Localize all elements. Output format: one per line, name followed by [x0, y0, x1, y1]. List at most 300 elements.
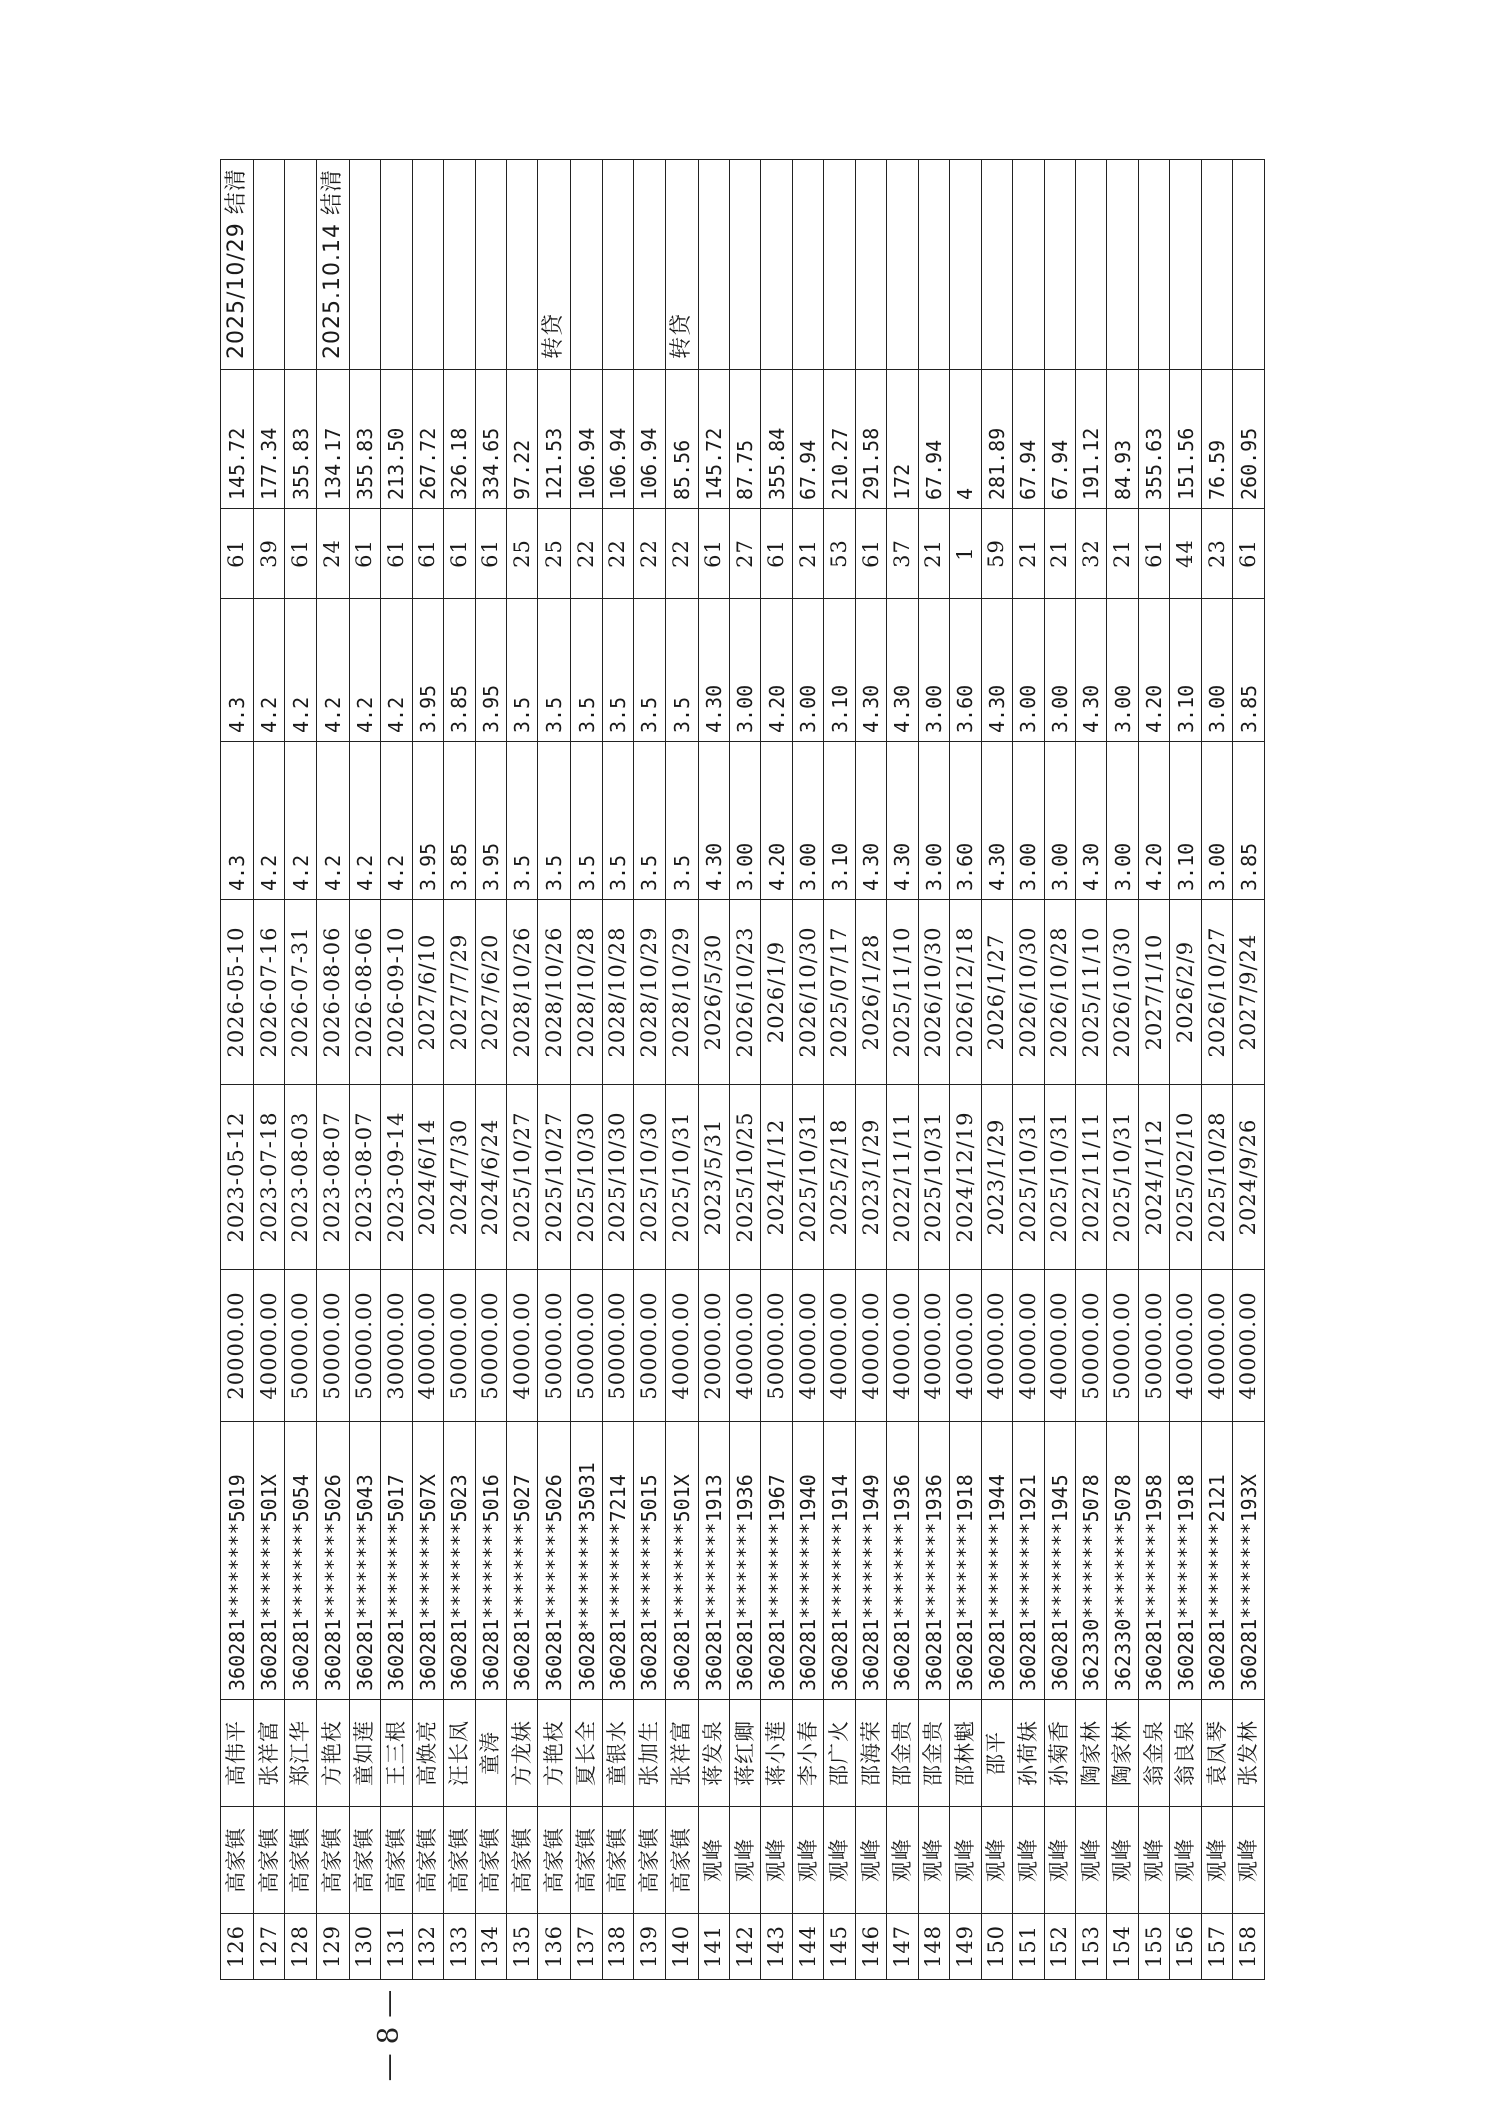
cell-end-date: 2028/10/26	[538, 900, 571, 1085]
cell-days: 21	[792, 509, 823, 599]
cell-town: 观峰	[1233, 1807, 1265, 1914]
table-row	[1013, 160, 1044, 1980]
cell-amount: 40000.00	[887, 1270, 918, 1422]
cell-town: 高家镇	[475, 1807, 506, 1914]
cell-seq: 157	[1201, 1914, 1232, 1980]
cell-seq: 132	[412, 1914, 443, 1980]
cell-end-date: 2025/11/10	[887, 900, 918, 1085]
cell-start-date: 2025/02/10	[1170, 1085, 1201, 1270]
rotated-table-container	[220, 160, 1265, 1980]
cell-name: 童银水	[602, 1700, 633, 1807]
cell-days: 61	[761, 509, 792, 599]
cell-town: 观峰	[1044, 1807, 1075, 1914]
cell-start-date: 2023-08-03	[285, 1085, 316, 1270]
table-row	[665, 160, 698, 1980]
cell-name: 邵金贵	[887, 1700, 918, 1807]
cell-amount: 40000.00	[792, 1270, 823, 1422]
cell-id: 360281********1921	[1013, 1422, 1044, 1700]
cell-remark	[349, 160, 380, 370]
cell-seq: 145	[824, 1914, 855, 1980]
cell-start-date: 2023-08-07	[316, 1085, 349, 1270]
cell-interest: 213.50	[381, 370, 412, 509]
cell-rate-b: 3.85	[1233, 599, 1265, 742]
cell-id: 360281********5026	[538, 1422, 571, 1700]
table-row	[761, 160, 792, 1980]
cell-name: 方艳枝	[316, 1700, 349, 1807]
cell-rate-a: 3.5	[506, 742, 537, 900]
cell-remark	[1201, 160, 1232, 370]
cell-amount: 50000.00	[316, 1270, 349, 1422]
table-row	[381, 160, 412, 1980]
cell-town: 观峰	[698, 1807, 729, 1914]
cell-rate-a: 3.60	[950, 742, 981, 900]
cell-remark	[285, 160, 316, 370]
cell-rate-b: 4.30	[855, 599, 886, 742]
cell-id: 360281********1936	[730, 1422, 761, 1700]
cell-amount: 50000.00	[538, 1270, 571, 1422]
cell-end-date: 2026/1/27	[981, 900, 1012, 1085]
cell-seq: 131	[381, 1914, 412, 1980]
cell-rate-b: 3.5	[634, 599, 665, 742]
cell-interest: 172	[887, 370, 918, 509]
cell-amount: 40000.00	[506, 1270, 537, 1422]
cell-days: 32	[1075, 509, 1106, 599]
table-row	[1107, 160, 1138, 1980]
cell-end-date: 2026/10/30	[1107, 900, 1138, 1085]
cell-amount: 20000.00	[698, 1270, 729, 1422]
cell-id: 360281********501X	[665, 1422, 698, 1700]
cell-interest: 85.56	[665, 370, 698, 509]
cell-rate-a: 3.5	[665, 742, 698, 900]
cell-amount: 40000.00	[981, 1270, 1012, 1422]
cell-amount: 40000.00	[950, 1270, 981, 1422]
cell-end-date: 2028/10/28	[571, 900, 602, 1085]
cell-town: 高家镇	[538, 1807, 571, 1914]
table-row	[1044, 160, 1075, 1980]
table-row	[221, 160, 254, 1980]
cell-seq: 148	[918, 1914, 949, 1980]
table-body	[221, 160, 1265, 1980]
cell-name: 郑江华	[285, 1700, 316, 1807]
cell-id: 360281********1958	[1138, 1422, 1169, 1700]
cell-rate-a: 4.20	[761, 742, 792, 900]
cell-remark	[730, 160, 761, 370]
cell-seq: 129	[316, 1914, 349, 1980]
cell-remark	[855, 160, 886, 370]
table-row	[1075, 160, 1106, 1980]
cell-remark	[981, 160, 1012, 370]
table-row	[824, 160, 855, 1980]
cell-remark	[1044, 160, 1075, 370]
cell-seq: 155	[1138, 1914, 1169, 1980]
cell-amount: 40000.00	[918, 1270, 949, 1422]
cell-days: 27	[730, 509, 761, 599]
cell-remark	[444, 160, 475, 370]
cell-days: 22	[571, 509, 602, 599]
cell-name: 蒋红卿	[730, 1700, 761, 1807]
cell-rate-b: 4.30	[981, 599, 1012, 742]
cell-rate-b: 4.2	[285, 599, 316, 742]
cell-id: 360281********5043	[349, 1422, 380, 1700]
cell-rate-a: 3.95	[475, 742, 506, 900]
cell-town: 高家镇	[506, 1807, 537, 1914]
cell-rate-a: 3.00	[1201, 742, 1232, 900]
cell-interest: 177.34	[253, 370, 284, 509]
cell-days: 37	[887, 509, 918, 599]
cell-rate-a: 4.2	[253, 742, 284, 900]
cell-interest: 355.84	[761, 370, 792, 509]
cell-rate-b: 3.00	[1107, 599, 1138, 742]
cell-days: 59	[981, 509, 1012, 599]
cell-days: 25	[506, 509, 537, 599]
cell-amount: 40000.00	[824, 1270, 855, 1422]
cell-end-date: 2026/1/9	[761, 900, 792, 1085]
cell-seq: 151	[1013, 1914, 1044, 1980]
cell-name: 袁凤琴	[1201, 1700, 1232, 1807]
cell-name: 汪长凤	[444, 1700, 475, 1807]
cell-start-date: 2023-09-14	[381, 1085, 412, 1270]
cell-interest: 87.75	[730, 370, 761, 509]
cell-start-date: 2025/10/31	[1013, 1085, 1044, 1270]
cell-remark	[634, 160, 665, 370]
cell-id: 360281********1945	[1044, 1422, 1075, 1700]
cell-amount: 50000.00	[571, 1270, 602, 1422]
cell-rate-b: 4.30	[698, 599, 729, 742]
cell-town: 观峰	[855, 1807, 886, 1914]
cell-id: 360281********1936	[918, 1422, 949, 1700]
cell-id: 360281********5027	[506, 1422, 537, 1700]
cell-interest: 106.94	[634, 370, 665, 509]
cell-rate-b: 4.2	[316, 599, 349, 742]
cell-rate-b: 3.00	[792, 599, 823, 742]
cell-amount: 50000.00	[444, 1270, 475, 1422]
cell-rate-a: 3.5	[602, 742, 633, 900]
cell-name: 方龙妹	[506, 1700, 537, 1807]
cell-town: 高家镇	[285, 1807, 316, 1914]
cell-id: 362330********5078	[1075, 1422, 1106, 1700]
cell-seq: 156	[1170, 1914, 1201, 1980]
cell-start-date: 2024/9/26	[1233, 1085, 1265, 1270]
cell-seq: 154	[1107, 1914, 1138, 1980]
table-row	[950, 160, 981, 1980]
cell-start-date: 2023-07-18	[253, 1085, 284, 1270]
cell-name: 童如莲	[349, 1700, 380, 1807]
cell-remark	[1170, 160, 1201, 370]
cell-town: 观峰	[792, 1807, 823, 1914]
cell-end-date: 2027/1/10	[1138, 900, 1169, 1085]
cell-amount: 50000.00	[285, 1270, 316, 1422]
cell-amount: 50000.00	[475, 1270, 506, 1422]
cell-interest: 67.94	[918, 370, 949, 509]
cell-end-date: 2026/10/30	[918, 900, 949, 1085]
cell-end-date: 2025/07/17	[824, 900, 855, 1085]
table-row	[571, 160, 602, 1980]
cell-remark	[1075, 160, 1106, 370]
cell-interest: 67.94	[792, 370, 823, 509]
cell-remark	[824, 160, 855, 370]
cell-interest: 355.83	[349, 370, 380, 509]
cell-rate-a: 4.2	[285, 742, 316, 900]
cell-name: 高伟平	[221, 1700, 254, 1807]
cell-start-date: 2025/10/31	[665, 1085, 698, 1270]
cell-end-date: 2025/11/10	[1075, 900, 1106, 1085]
cell-id: 360281********1913	[698, 1422, 729, 1700]
cell-rate-a: 3.00	[1044, 742, 1075, 900]
cell-rate-b: 3.95	[412, 599, 443, 742]
cell-days: 61	[1233, 509, 1265, 599]
cell-rate-a: 3.00	[730, 742, 761, 900]
cell-start-date: 2024/1/12	[761, 1085, 792, 1270]
cell-rate-a: 4.3	[221, 742, 254, 900]
cell-start-date: 2025/10/31	[792, 1085, 823, 1270]
cell-id: 360281********1914	[824, 1422, 855, 1700]
page-number-text: — 8 —	[371, 1989, 405, 2081]
cell-end-date: 2026/10/23	[730, 900, 761, 1085]
cell-rate-a: 3.00	[1107, 742, 1138, 900]
cell-rate-a: 4.20	[1138, 742, 1169, 900]
cell-rate-b: 3.00	[1201, 599, 1232, 742]
cell-id: 360281********507X	[412, 1422, 443, 1700]
cell-interest: 151.56	[1170, 370, 1201, 509]
cell-days: 21	[1013, 509, 1044, 599]
cell-name: 高焕亮	[412, 1700, 443, 1807]
cell-days: 61	[444, 509, 475, 599]
cell-amount: 50000.00	[1075, 1270, 1106, 1422]
cell-rate-b: 3.00	[1013, 599, 1044, 742]
cell-remark	[253, 160, 284, 370]
cell-remark: 转贷	[665, 160, 698, 370]
cell-id: 360281********1949	[855, 1422, 886, 1700]
cell-remark	[506, 160, 537, 370]
cell-start-date: 2023-08-07	[349, 1085, 380, 1270]
cell-start-date: 2025/10/27	[538, 1085, 571, 1270]
cell-remark	[698, 160, 729, 370]
cell-id: 360281********5019	[221, 1422, 254, 1700]
cell-days: 53	[824, 509, 855, 599]
cell-town: 高家镇	[316, 1807, 349, 1914]
cell-seq: 141	[698, 1914, 729, 1980]
cell-rate-b: 4.2	[381, 599, 412, 742]
cell-start-date: 2023/5/31	[698, 1085, 729, 1270]
cell-town: 高家镇	[571, 1807, 602, 1914]
cell-remark: 转贷	[538, 160, 571, 370]
cell-amount: 40000.00	[412, 1270, 443, 1422]
cell-rate-b: 3.5	[506, 599, 537, 742]
cell-name: 蒋小莲	[761, 1700, 792, 1807]
cell-rate-b: 3.5	[602, 599, 633, 742]
cell-name: 孙菊香	[1044, 1700, 1075, 1807]
cell-days: 24	[316, 509, 349, 599]
cell-remark	[918, 160, 949, 370]
cell-start-date: 2022/11/11	[887, 1085, 918, 1270]
cell-name: 蒋发泉	[698, 1700, 729, 1807]
table-row	[730, 160, 761, 1980]
cell-remark	[475, 160, 506, 370]
cell-rate-b: 3.00	[1044, 599, 1075, 742]
cell-rate-a: 4.2	[381, 742, 412, 900]
cell-end-date: 2027/6/20	[475, 900, 506, 1085]
cell-start-date: 2025/10/30	[602, 1085, 633, 1270]
cell-interest: 84.93	[1107, 370, 1138, 509]
cell-remark	[1233, 160, 1265, 370]
cell-days: 22	[634, 509, 665, 599]
cell-id: 360281********2121	[1201, 1422, 1232, 1700]
cell-interest: 210.27	[824, 370, 855, 509]
cell-rate-b: 3.85	[444, 599, 475, 742]
cell-name: 邵林魁	[950, 1700, 981, 1807]
cell-name: 邵平	[981, 1700, 1012, 1807]
cell-amount: 40000.00	[1170, 1270, 1201, 1422]
cell-name: 孙荷妹	[1013, 1700, 1044, 1807]
cell-end-date: 2028/10/29	[634, 900, 665, 1085]
cell-town: 观峰	[950, 1807, 981, 1914]
cell-town: 观峰	[824, 1807, 855, 1914]
cell-rate-a: 3.00	[792, 742, 823, 900]
cell-end-date: 2026-08-06	[349, 900, 380, 1085]
table-row	[1170, 160, 1201, 1980]
cell-name: 张祥富	[665, 1700, 698, 1807]
cell-days: 61	[475, 509, 506, 599]
cell-amount: 40000.00	[855, 1270, 886, 1422]
cell-town: 观峰	[1201, 1807, 1232, 1914]
cell-seq: 149	[950, 1914, 981, 1980]
cell-interest: 267.72	[412, 370, 443, 509]
cell-seq: 150	[981, 1914, 1012, 1980]
table-row	[285, 160, 316, 1980]
cell-rate-a: 4.30	[1075, 742, 1106, 900]
cell-seq: 126	[221, 1914, 254, 1980]
cell-name: 张加生	[634, 1700, 665, 1807]
table-row	[918, 160, 949, 1980]
cell-interest: 145.72	[221, 370, 254, 509]
cell-rate-b: 4.20	[1138, 599, 1169, 742]
table-row	[1201, 160, 1232, 1980]
cell-rate-b: 4.30	[887, 599, 918, 742]
cell-interest: 191.12	[1075, 370, 1106, 509]
cell-town: 高家镇	[602, 1807, 633, 1914]
cell-rate-b: 4.30	[1075, 599, 1106, 742]
table-row	[634, 160, 665, 1980]
cell-amount: 40000.00	[1233, 1270, 1265, 1422]
cell-start-date: 2025/10/31	[918, 1085, 949, 1270]
cell-name: 翁良泉	[1170, 1700, 1201, 1807]
cell-rate-b: 3.95	[475, 599, 506, 742]
cell-seq: 139	[634, 1914, 665, 1980]
cell-end-date: 2026-09-10	[381, 900, 412, 1085]
cell-seq: 153	[1075, 1914, 1106, 1980]
cell-town: 观峰	[981, 1807, 1012, 1914]
cell-id: 360281********5017	[381, 1422, 412, 1700]
cell-days: 61	[412, 509, 443, 599]
cell-rate-a: 4.30	[981, 742, 1012, 900]
cell-id: 360281********5016	[475, 1422, 506, 1700]
cell-start-date: 2025/10/31	[1107, 1085, 1138, 1270]
cell-seq: 127	[253, 1914, 284, 1980]
cell-remark: 2025/10/29 结清	[221, 160, 254, 370]
cell-id: 360281********1918	[950, 1422, 981, 1700]
cell-remark	[412, 160, 443, 370]
cell-remark	[1107, 160, 1138, 370]
cell-start-date: 2025/10/27	[506, 1085, 537, 1270]
cell-town: 高家镇	[253, 1807, 284, 1914]
cell-amount: 50000.00	[634, 1270, 665, 1422]
table-row	[792, 160, 823, 1980]
cell-town: 高家镇	[381, 1807, 412, 1914]
cell-town: 观峰	[730, 1807, 761, 1914]
cell-start-date: 2024/12/19	[950, 1085, 981, 1270]
cell-town: 观峰	[761, 1807, 792, 1914]
cell-remark	[887, 160, 918, 370]
cell-id: 360281********1940	[792, 1422, 823, 1700]
cell-seq: 134	[475, 1914, 506, 1980]
table-row	[412, 160, 443, 1980]
cell-end-date: 2027/6/10	[412, 900, 443, 1085]
cell-id: 360281********1967	[761, 1422, 792, 1700]
cell-days: 39	[253, 509, 284, 599]
cell-id: 36028*********35031	[571, 1422, 602, 1700]
cell-seq: 140	[665, 1914, 698, 1980]
table-row	[1233, 160, 1265, 1980]
cell-seq: 147	[887, 1914, 918, 1980]
cell-end-date: 2026/10/28	[1044, 900, 1075, 1085]
cell-rate-b: 3.00	[918, 599, 949, 742]
cell-remark	[761, 160, 792, 370]
cell-start-date: 2024/1/12	[1138, 1085, 1169, 1270]
cell-remark	[1138, 160, 1169, 370]
cell-rate-b: 3.5	[538, 599, 571, 742]
cell-seq: 158	[1233, 1914, 1265, 1980]
cell-amount: 40000.00	[253, 1270, 284, 1422]
cell-amount: 40000.00	[665, 1270, 698, 1422]
cell-name: 邵广火	[824, 1700, 855, 1807]
table-row	[349, 160, 380, 1980]
cell-town: 观峰	[1170, 1807, 1201, 1914]
cell-amount: 50000.00	[761, 1270, 792, 1422]
cell-end-date: 2026/10/30	[792, 900, 823, 1085]
cell-rate-a: 4.2	[316, 742, 349, 900]
cell-remark	[792, 160, 823, 370]
cell-id: 360281********5015	[634, 1422, 665, 1700]
cell-start-date: 2025/10/28	[1201, 1085, 1232, 1270]
cell-amount: 30000.00	[381, 1270, 412, 1422]
cell-days: 44	[1170, 509, 1201, 599]
cell-remark	[1013, 160, 1044, 370]
cell-rate-b: 3.10	[1170, 599, 1201, 742]
cell-name: 张祥富	[253, 1700, 284, 1807]
cell-start-date: 2025/10/30	[634, 1085, 665, 1270]
cell-days: 21	[1044, 509, 1075, 599]
table-row	[444, 160, 475, 1980]
cell-rate-a: 4.30	[887, 742, 918, 900]
cell-end-date: 2026-08-06	[316, 900, 349, 1085]
cell-rate-a: 3.00	[918, 742, 949, 900]
cell-rate-b: 4.3	[221, 599, 254, 742]
cell-town: 观峰	[1138, 1807, 1169, 1914]
cell-end-date: 2026-07-31	[285, 900, 316, 1085]
cell-seq: 136	[538, 1914, 571, 1980]
cell-end-date: 2026/10/30	[1013, 900, 1044, 1085]
cell-days: 22	[602, 509, 633, 599]
cell-town: 观峰	[887, 1807, 918, 1914]
cell-rate-b: 3.60	[950, 599, 981, 742]
cell-id: 360281********1936	[887, 1422, 918, 1700]
cell-rate-b: 3.5	[665, 599, 698, 742]
cell-rate-a: 3.85	[1233, 742, 1265, 900]
table-row	[855, 160, 886, 1980]
cell-town: 高家镇	[634, 1807, 665, 1914]
cell-days: 61	[349, 509, 380, 599]
table-row	[475, 160, 506, 1980]
